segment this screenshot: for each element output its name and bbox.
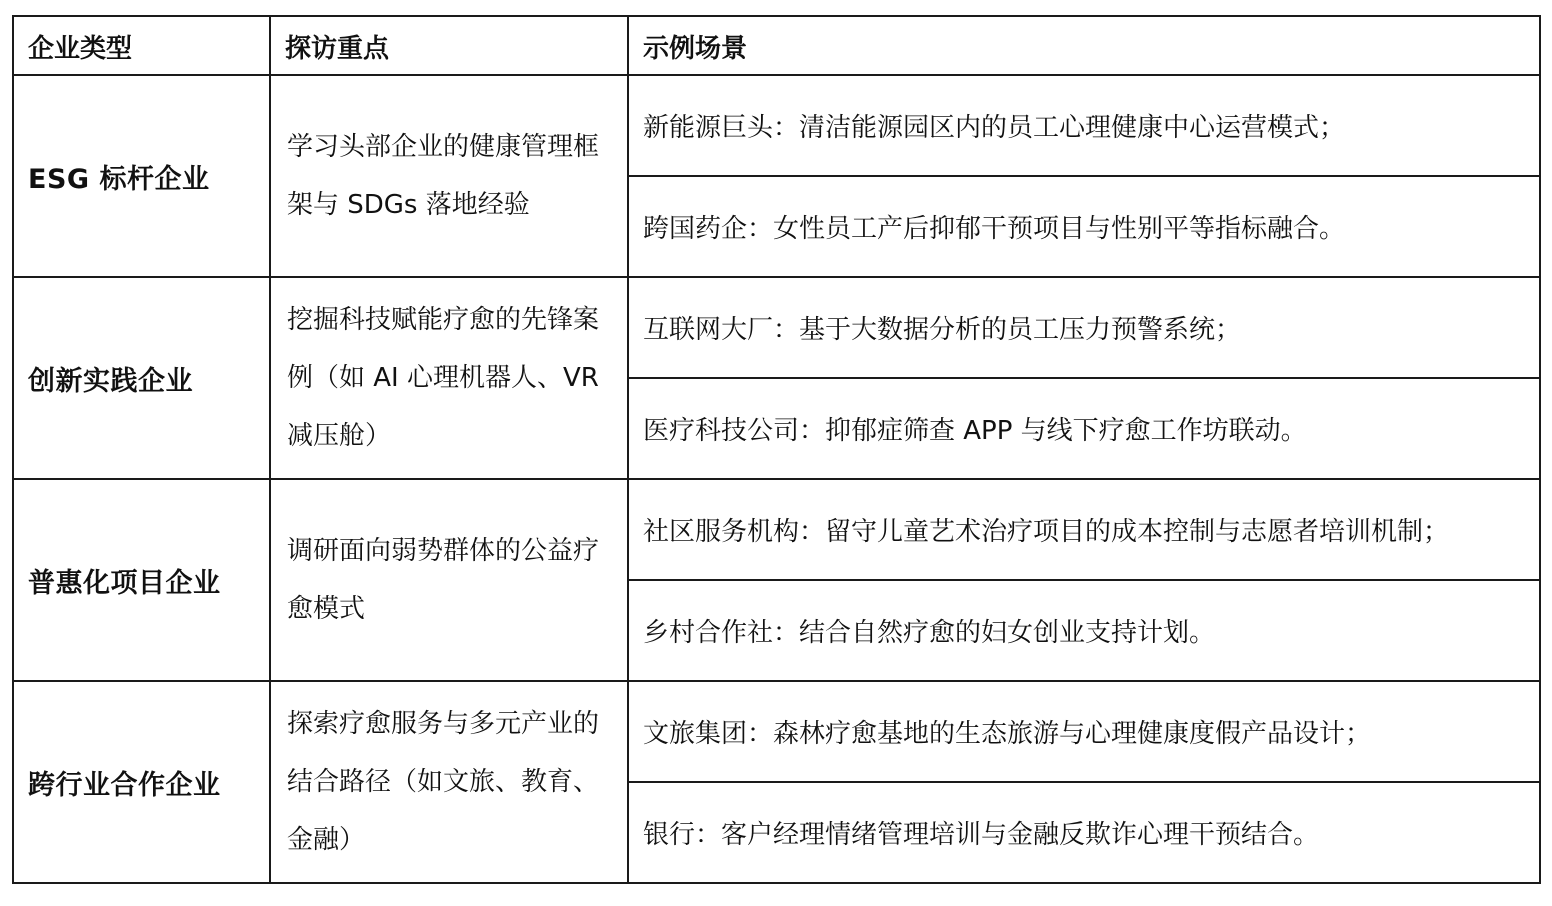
table-row [13, 75, 1540, 176]
visit-focus-cell: 探索疗愈服务与多元产业的结合路径（如文旅、教育、金融） [270, 681, 628, 883]
example-scenario-cell: 乡村合作社：结合自然疗愈的妇女创业支持计划。 [628, 580, 1540, 681]
table-header-row [13, 16, 1540, 75]
header-enterprise-type: 企业类型 [13, 16, 270, 75]
header-example-scenarios: 示例场景 [628, 16, 1540, 75]
enterprise-type-cell: ESG 标杆企业 [13, 75, 270, 277]
example-scenario-cell: 医疗科技公司：抑郁症筛查 APP 与线下疗愈工作坊联动。 [628, 378, 1540, 479]
visit-focus-cell: 学习头部企业的健康管理框架与 SDGs 落地经验 [270, 75, 628, 277]
enterprise-type-cell: 跨行业合作企业 [13, 681, 270, 883]
enterprise-visit-table [12, 15, 1541, 884]
table-row [13, 479, 1540, 580]
example-scenario-cell: 跨国药企：女性员工产后抑郁干预项目与性别平等指标融合。 [628, 176, 1540, 277]
visit-focus-cell: 调研面向弱势群体的公益疗愈模式 [270, 479, 628, 681]
table-row [13, 277, 1540, 378]
visit-focus-cell: 挖掘科技赋能疗愈的先锋案例（如 AI 心理机器人、VR 减压舱） [270, 277, 628, 479]
enterprise-type-cell: 普惠化项目企业 [13, 479, 270, 681]
example-scenario-cell: 新能源巨头：清洁能源园区内的员工心理健康中心运营模式； [628, 75, 1540, 176]
example-scenario-cell: 互联网大厂：基于大数据分析的员工压力预警系统； [628, 277, 1540, 378]
enterprise-type-cell: 创新实践企业 [13, 277, 270, 479]
example-scenario-cell: 文旅集团：森林疗愈基地的生态旅游与心理健康度假产品设计； [628, 681, 1540, 782]
table-row [13, 681, 1540, 782]
example-scenario-cell: 银行：客户经理情绪管理培训与金融反欺诈心理干预结合。 [628, 782, 1540, 883]
example-scenario-cell: 社区服务机构：留守儿童艺术治疗项目的成本控制与志愿者培训机制； [628, 479, 1540, 580]
header-visit-focus: 探访重点 [270, 16, 628, 75]
